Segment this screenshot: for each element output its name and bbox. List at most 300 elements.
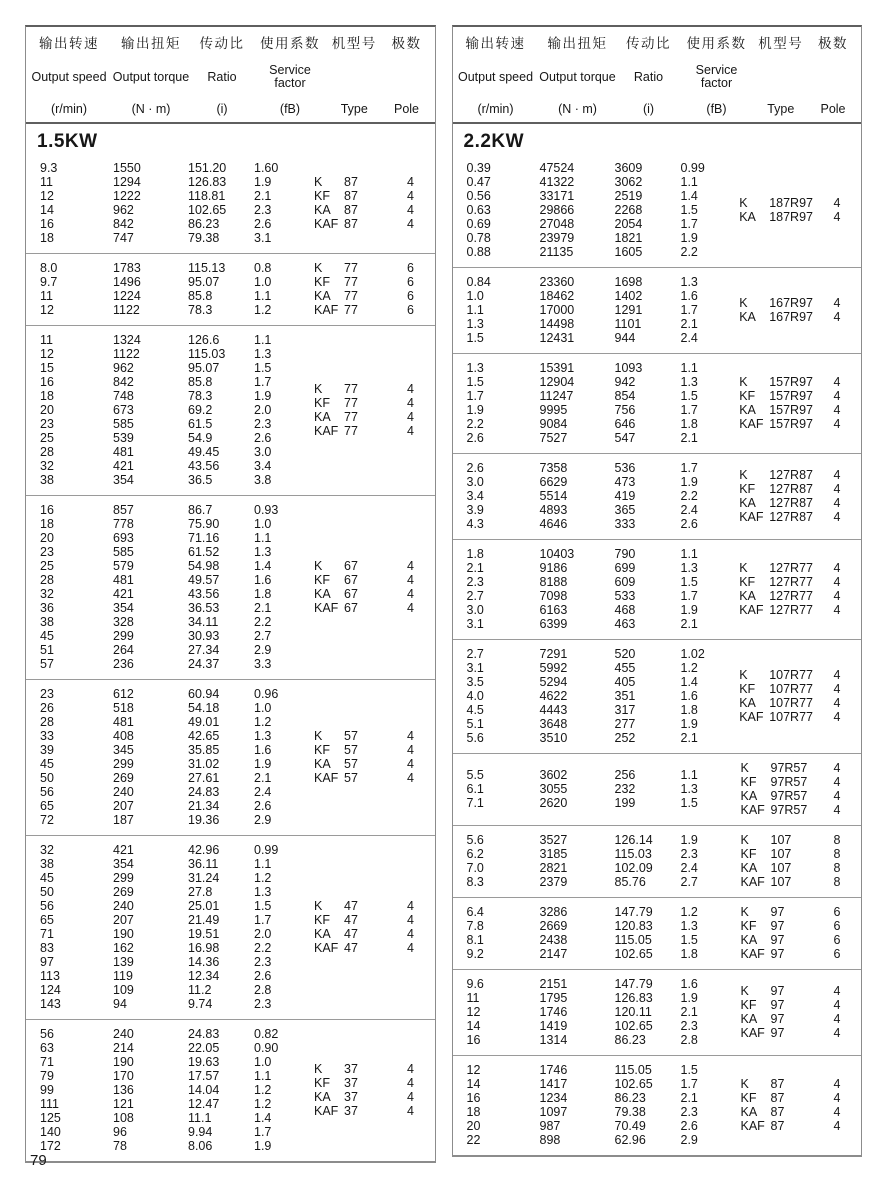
cell-service-factor: 0.82 (254, 1027, 279, 1041)
cell-ratio: 102.09 (614, 861, 653, 875)
cell-output-torque: 33171 (539, 189, 575, 203)
cell-output-speed: 4.5 (466, 703, 484, 717)
type-label (741, 905, 814, 919)
type-pole: 8 (833, 833, 841, 847)
cell-output-torque: 3286 (539, 905, 568, 919)
header-unit: (r/min) (477, 102, 514, 116)
cell-output-torque: 139 (113, 955, 134, 969)
cell-output-speed: 124 (40, 983, 61, 997)
cell-output-speed: 1.7 (466, 389, 484, 403)
cell-ratio: 86.23 (188, 217, 220, 231)
cell-service-factor: 1.5 (680, 1063, 698, 1077)
spec-group (26, 495, 435, 679)
cell-service-factor: 2.1 (680, 731, 698, 745)
type-prefix: KF (314, 743, 330, 757)
type-prefix: KA (740, 861, 758, 875)
cell-output-torque: 481 (113, 445, 134, 459)
cell-service-factor: 1.6 (680, 689, 698, 703)
type-prefix: K (739, 296, 748, 310)
cell-output-torque: 299 (113, 629, 134, 643)
cell-output-torque: 15391 (539, 361, 575, 375)
cell-output-torque: 10403 (539, 547, 575, 561)
cell-service-factor: 2.0 (254, 403, 272, 417)
cell-ratio: 252 (614, 731, 636, 745)
type-model: 107 (770, 833, 792, 847)
cell-service-factor: 1.5 (680, 389, 698, 403)
cell-output-torque: 119 (113, 969, 133, 983)
type-label (314, 1104, 387, 1118)
cell-output-speed: 28 (40, 445, 54, 459)
cell-ratio: 14.36 (188, 955, 220, 969)
header-label-en: Service factor (269, 63, 311, 90)
cell-service-factor: 1.7 (680, 303, 698, 317)
type-pole: 6 (833, 919, 841, 933)
type-model: 107R77 (769, 696, 813, 710)
group-rows (26, 261, 314, 317)
cell-output-torque: 354 (113, 473, 134, 487)
cell-output-torque: 190 (113, 1055, 134, 1069)
header-label-en: Ratio (633, 69, 664, 84)
group-types (741, 833, 862, 889)
header-label-en: Pole (820, 102, 846, 116)
type-prefix: KF (314, 573, 330, 587)
spec-row (453, 1119, 741, 1133)
spec-row (453, 375, 740, 389)
type-model: 127R87 (769, 482, 813, 496)
cell-ratio: 151.20 (188, 161, 227, 175)
cell-service-factor: 1.0 (254, 275, 272, 289)
type-line (739, 603, 861, 617)
type-model: 97 (770, 919, 785, 933)
cell-ratio: 19.63 (188, 1055, 220, 1069)
type-label (314, 303, 387, 317)
cell-output-speed: 0.84 (466, 275, 491, 289)
cell-output-speed: 20 (466, 1119, 481, 1133)
type-line (314, 743, 435, 757)
cell-ratio: 9.94 (188, 1125, 213, 1139)
cell-ratio: 126.14 (614, 833, 653, 847)
header-label-en: Output torque (112, 69, 190, 84)
cell-service-factor: 1.6 (680, 977, 698, 991)
type-prefix: KA (739, 589, 756, 603)
cell-output-speed: 0.63 (466, 203, 491, 217)
cell-service-factor: 2.6 (254, 431, 272, 445)
cell-output-speed: 0.39 (466, 161, 491, 175)
cell-service-factor: 1.7 (680, 461, 698, 475)
cell-output-torque: 269 (113, 771, 134, 785)
cell-output-torque: 94 (113, 997, 127, 1011)
cell-service-factor: 3.8 (254, 473, 272, 487)
header-label-en: Type (767, 102, 795, 116)
cell-output-speed: 12 (466, 1005, 481, 1019)
cell-output-torque: 7291 (539, 647, 568, 661)
spec-row (453, 833, 741, 847)
cell-output-speed: 23 (40, 687, 54, 701)
type-line (739, 710, 861, 724)
spec-row (453, 796, 741, 810)
cell-service-factor: 1.02 (680, 647, 705, 661)
spec-row (26, 729, 314, 743)
type-line (739, 496, 861, 510)
spec-row (453, 189, 740, 203)
spec-row (26, 1055, 314, 1069)
cell-ratio: 34.11 (188, 615, 219, 629)
cell-output-torque: 481 (113, 573, 134, 587)
header-label-zh: 输出扭矩 (547, 36, 608, 51)
type-label (314, 1076, 387, 1090)
cell-service-factor: 1.1 (254, 1069, 272, 1083)
type-line (314, 573, 435, 587)
cell-ratio: 22.05 (188, 1041, 220, 1055)
type-pole: 4 (833, 403, 841, 417)
cell-output-speed: 5.1 (466, 717, 484, 731)
spec-row (26, 941, 314, 955)
cell-service-factor: 3.4 (254, 459, 272, 473)
cell-service-factor: 2.6 (680, 517, 698, 531)
cell-output-torque: 962 (113, 203, 134, 217)
panel-title: 1.5KW (37, 131, 98, 152)
cell-output-torque: 3055 (539, 782, 568, 796)
spec-row (26, 573, 314, 587)
cell-output-speed: 0.88 (466, 245, 491, 259)
spec-row (453, 1133, 741, 1147)
spec-group (26, 835, 435, 1019)
cell-service-factor: 1.7 (680, 1077, 698, 1091)
spec-row (26, 885, 314, 899)
type-pole: 4 (407, 757, 414, 771)
type-pole: 4 (833, 1077, 841, 1091)
type-line (741, 1105, 862, 1119)
cell-output-torque: 299 (113, 757, 134, 771)
type-prefix: KF (740, 1091, 757, 1105)
cell-output-speed: 12 (40, 347, 54, 361)
spec-row (453, 361, 740, 375)
spec-row (26, 1041, 314, 1055)
cell-output-torque: 842 (113, 375, 134, 389)
cell-output-torque: 898 (539, 1133, 561, 1147)
type-label (741, 1119, 814, 1133)
type-line (314, 396, 435, 410)
cell-output-torque: 1097 (539, 1105, 568, 1119)
type-pole: 6 (833, 947, 841, 961)
spec-row (26, 757, 314, 771)
type-model: 77 (344, 382, 358, 396)
type-line (739, 389, 861, 403)
cell-output-torque: 1122 (113, 303, 140, 317)
cell-ratio: 95.07 (188, 275, 220, 289)
cell-ratio: 86.23 (614, 1091, 646, 1105)
cell-output-torque: 214 (113, 1041, 134, 1055)
cell-output-speed: 32 (40, 843, 54, 857)
cell-service-factor: 2.8 (254, 983, 272, 997)
cell-output-torque: 1234 (539, 1091, 568, 1105)
spec-row (26, 913, 314, 927)
cell-output-torque: 207 (113, 799, 134, 813)
cell-output-speed: 5.5 (466, 768, 484, 782)
cell-output-speed: 45 (40, 629, 54, 643)
cell-output-speed: 11 (40, 289, 53, 303)
cell-ratio: 317 (614, 703, 636, 717)
spec-row (453, 717, 740, 731)
cell-service-factor: 1.4 (254, 559, 272, 573)
cell-service-factor: 1.2 (254, 715, 272, 729)
type-line (741, 1026, 862, 1040)
spec-row (26, 375, 314, 389)
cell-output-speed: 33 (40, 729, 54, 743)
type-prefix: K (314, 899, 323, 913)
type-label (314, 217, 387, 231)
type-model: 107R77 (769, 668, 813, 682)
cell-service-factor: 2.0 (254, 927, 272, 941)
type-line (739, 561, 861, 575)
cell-output-torque: 299 (113, 871, 134, 885)
group-types (314, 333, 435, 487)
cell-service-factor: 1.9 (680, 833, 698, 847)
cell-output-speed: 26 (40, 701, 54, 715)
spec-panel (25, 25, 436, 1163)
type-line (741, 905, 862, 919)
cell-output-speed: 5.6 (466, 833, 484, 847)
type-pole: 4 (833, 775, 841, 789)
type-line (314, 289, 435, 303)
type-pole: 4 (407, 203, 414, 217)
type-prefix: KF (740, 998, 757, 1012)
cell-ratio: 75.90 (188, 517, 220, 531)
type-pole: 4 (833, 575, 841, 589)
type-prefix: KA (740, 933, 758, 947)
type-line (314, 729, 435, 743)
cell-ratio: 854 (614, 389, 636, 403)
type-label (741, 847, 814, 861)
type-label (314, 1062, 387, 1076)
type-model: 87 (770, 1119, 785, 1133)
cell-ratio: 942 (614, 375, 636, 389)
spec-row (26, 1027, 314, 1041)
type-model: 37 (344, 1076, 358, 1090)
cell-output-torque: 6629 (539, 475, 568, 489)
cell-ratio: 25.01 (188, 899, 220, 913)
cell-output-speed: 9.6 (466, 977, 484, 991)
cell-output-speed: 16 (40, 503, 54, 517)
type-label (739, 468, 813, 482)
type-line (741, 833, 862, 847)
group-rows (453, 461, 740, 531)
cell-output-speed: 12 (466, 1063, 481, 1077)
cell-ratio: 1093 (614, 361, 643, 375)
cell-ratio: 70.49 (614, 1119, 646, 1133)
type-model: 167R97 (769, 310, 813, 324)
type-line (741, 998, 862, 1012)
cell-service-factor: 2.1 (254, 601, 272, 615)
cell-output-speed: 23 (40, 417, 54, 431)
type-label (739, 210, 813, 224)
spec-row (26, 983, 314, 997)
cell-output-torque: 5992 (539, 661, 568, 675)
cell-ratio: 8.06 (188, 1139, 213, 1153)
group-rows (26, 843, 314, 1011)
header-unit: (fB) (279, 102, 301, 116)
cell-output-torque: 17000 (539, 303, 575, 317)
type-line (314, 771, 435, 785)
type-label (739, 575, 813, 589)
spec-group (453, 154, 862, 267)
type-label (314, 913, 387, 927)
cell-output-torque: 14498 (539, 317, 575, 331)
type-pole: 4 (407, 771, 414, 785)
cell-ratio: 24.83 (188, 785, 220, 799)
type-pole: 4 (833, 389, 841, 403)
type-model: 87 (344, 217, 358, 231)
type-label (739, 603, 813, 617)
type-pole: 8 (833, 847, 841, 861)
type-line (741, 761, 862, 775)
group-rows (26, 333, 314, 487)
group-rows (453, 275, 740, 345)
cell-output-torque: 1224 (113, 289, 141, 303)
cell-output-speed: 56 (40, 1027, 54, 1041)
header-label-en: Output speed (31, 69, 107, 84)
cell-output-speed: 39 (40, 743, 54, 757)
type-model: 97 (770, 984, 785, 998)
spec-row (26, 231, 314, 245)
cell-ratio: 115.05 (614, 933, 652, 947)
type-line (739, 682, 861, 696)
cell-ratio: 36.5 (188, 473, 213, 487)
type-line (314, 275, 435, 289)
spec-row (26, 771, 314, 785)
cell-output-speed: 1.5 (466, 331, 484, 345)
cell-service-factor: 1.7 (680, 589, 698, 603)
type-line (314, 175, 435, 189)
cell-output-speed: 38 (40, 473, 54, 487)
cell-output-torque: 27048 (539, 217, 575, 231)
cell-output-torque: 3648 (539, 717, 568, 731)
type-model: 97R57 (770, 775, 808, 789)
type-pole: 4 (407, 189, 414, 203)
group-rows (26, 687, 314, 827)
cell-ratio: 54.98 (188, 559, 220, 573)
type-line (314, 757, 435, 771)
type-model: 97 (770, 998, 785, 1012)
cell-output-speed: 83 (40, 941, 54, 955)
type-pole: 4 (407, 587, 414, 601)
cell-output-torque: 5514 (539, 489, 568, 503)
cell-output-speed: 2.7 (466, 589, 484, 603)
type-prefix: KA (314, 1090, 331, 1104)
header-cell (252, 32, 328, 116)
cell-output-torque: 539 (113, 431, 134, 445)
type-pole: 4 (407, 729, 414, 743)
spec-row (26, 275, 314, 289)
cell-ratio: 102.65 (614, 1019, 653, 1033)
type-label (314, 382, 387, 396)
type-label (314, 941, 387, 955)
header-unit: (r/min) (50, 102, 88, 116)
cell-output-torque: 354 (113, 601, 134, 615)
type-label (314, 410, 387, 424)
spec-row (26, 445, 314, 459)
type-model: 157R97 (769, 403, 813, 417)
type-prefix: KF (314, 189, 330, 203)
spec-row (453, 919, 741, 933)
cell-ratio: 31.02 (188, 757, 220, 771)
cell-ratio: 115.05 (614, 1063, 652, 1077)
group-rows (26, 503, 314, 671)
cell-output-torque: 3602 (539, 768, 568, 782)
cell-ratio: 12.34 (188, 969, 220, 983)
type-line (314, 601, 435, 615)
cell-output-torque: 5294 (539, 675, 568, 689)
header-cell (807, 32, 859, 116)
cell-service-factor: 0.90 (254, 1041, 279, 1055)
type-model: 47 (344, 913, 358, 927)
cell-output-speed: 1.3 (466, 317, 484, 331)
spec-row (26, 843, 314, 857)
header-cell (28, 32, 110, 116)
cell-service-factor: 1.60 (254, 161, 279, 175)
cell-service-factor: 2.9 (680, 1133, 698, 1147)
type-prefix: KA (739, 210, 756, 224)
type-pole: 4 (833, 196, 841, 210)
cell-service-factor: 0.99 (680, 161, 705, 175)
group-rows (453, 361, 740, 445)
cell-ratio: 115.03 (614, 847, 652, 861)
type-pole: 4 (407, 913, 414, 927)
cell-service-factor: 1.1 (680, 175, 698, 189)
type-model: 107 (770, 875, 792, 889)
type-prefix: KA (740, 789, 758, 803)
type-pole: 4 (833, 589, 841, 603)
cell-service-factor: 2.3 (680, 1105, 698, 1119)
spec-group (453, 825, 862, 897)
header-label-zh: 输出扭矩 (121, 36, 181, 51)
type-line (314, 410, 435, 424)
cell-output-torque: 2147 (539, 947, 568, 961)
spec-row (26, 715, 314, 729)
cell-output-torque: 1550 (113, 161, 141, 175)
cell-output-speed: 7.0 (466, 861, 484, 875)
type-pole: 4 (407, 175, 414, 189)
cell-ratio: 21.34 (188, 799, 220, 813)
type-label (739, 668, 813, 682)
cell-service-factor: 1.3 (254, 347, 272, 361)
type-line (741, 847, 862, 861)
cell-service-factor: 1.5 (680, 796, 698, 810)
cell-output-torque: 7358 (539, 461, 568, 475)
cell-service-factor: 1.2 (254, 303, 272, 317)
spec-row (26, 871, 314, 885)
type-model: 97R57 (770, 761, 808, 775)
cell-ratio: 536 (614, 461, 636, 475)
spec-row (453, 991, 741, 1005)
header-cell (619, 32, 679, 116)
cell-output-speed: 172 (40, 1139, 61, 1153)
cell-service-factor: 2.6 (680, 1119, 698, 1133)
spec-row (26, 629, 314, 643)
cell-ratio: 351 (614, 689, 636, 703)
type-prefix: KA (740, 1105, 758, 1119)
type-model: 77 (344, 289, 358, 303)
cell-output-speed: 63 (40, 1041, 54, 1055)
group-types (314, 261, 435, 317)
cell-ratio: 333 (614, 517, 636, 531)
type-prefix: KA (314, 587, 331, 601)
type-prefix: K (314, 175, 323, 189)
type-model: 127R87 (769, 496, 813, 510)
header-label-zh: 传动比 (199, 36, 245, 51)
cell-ratio: 609 (614, 575, 636, 589)
type-line (741, 1077, 862, 1091)
